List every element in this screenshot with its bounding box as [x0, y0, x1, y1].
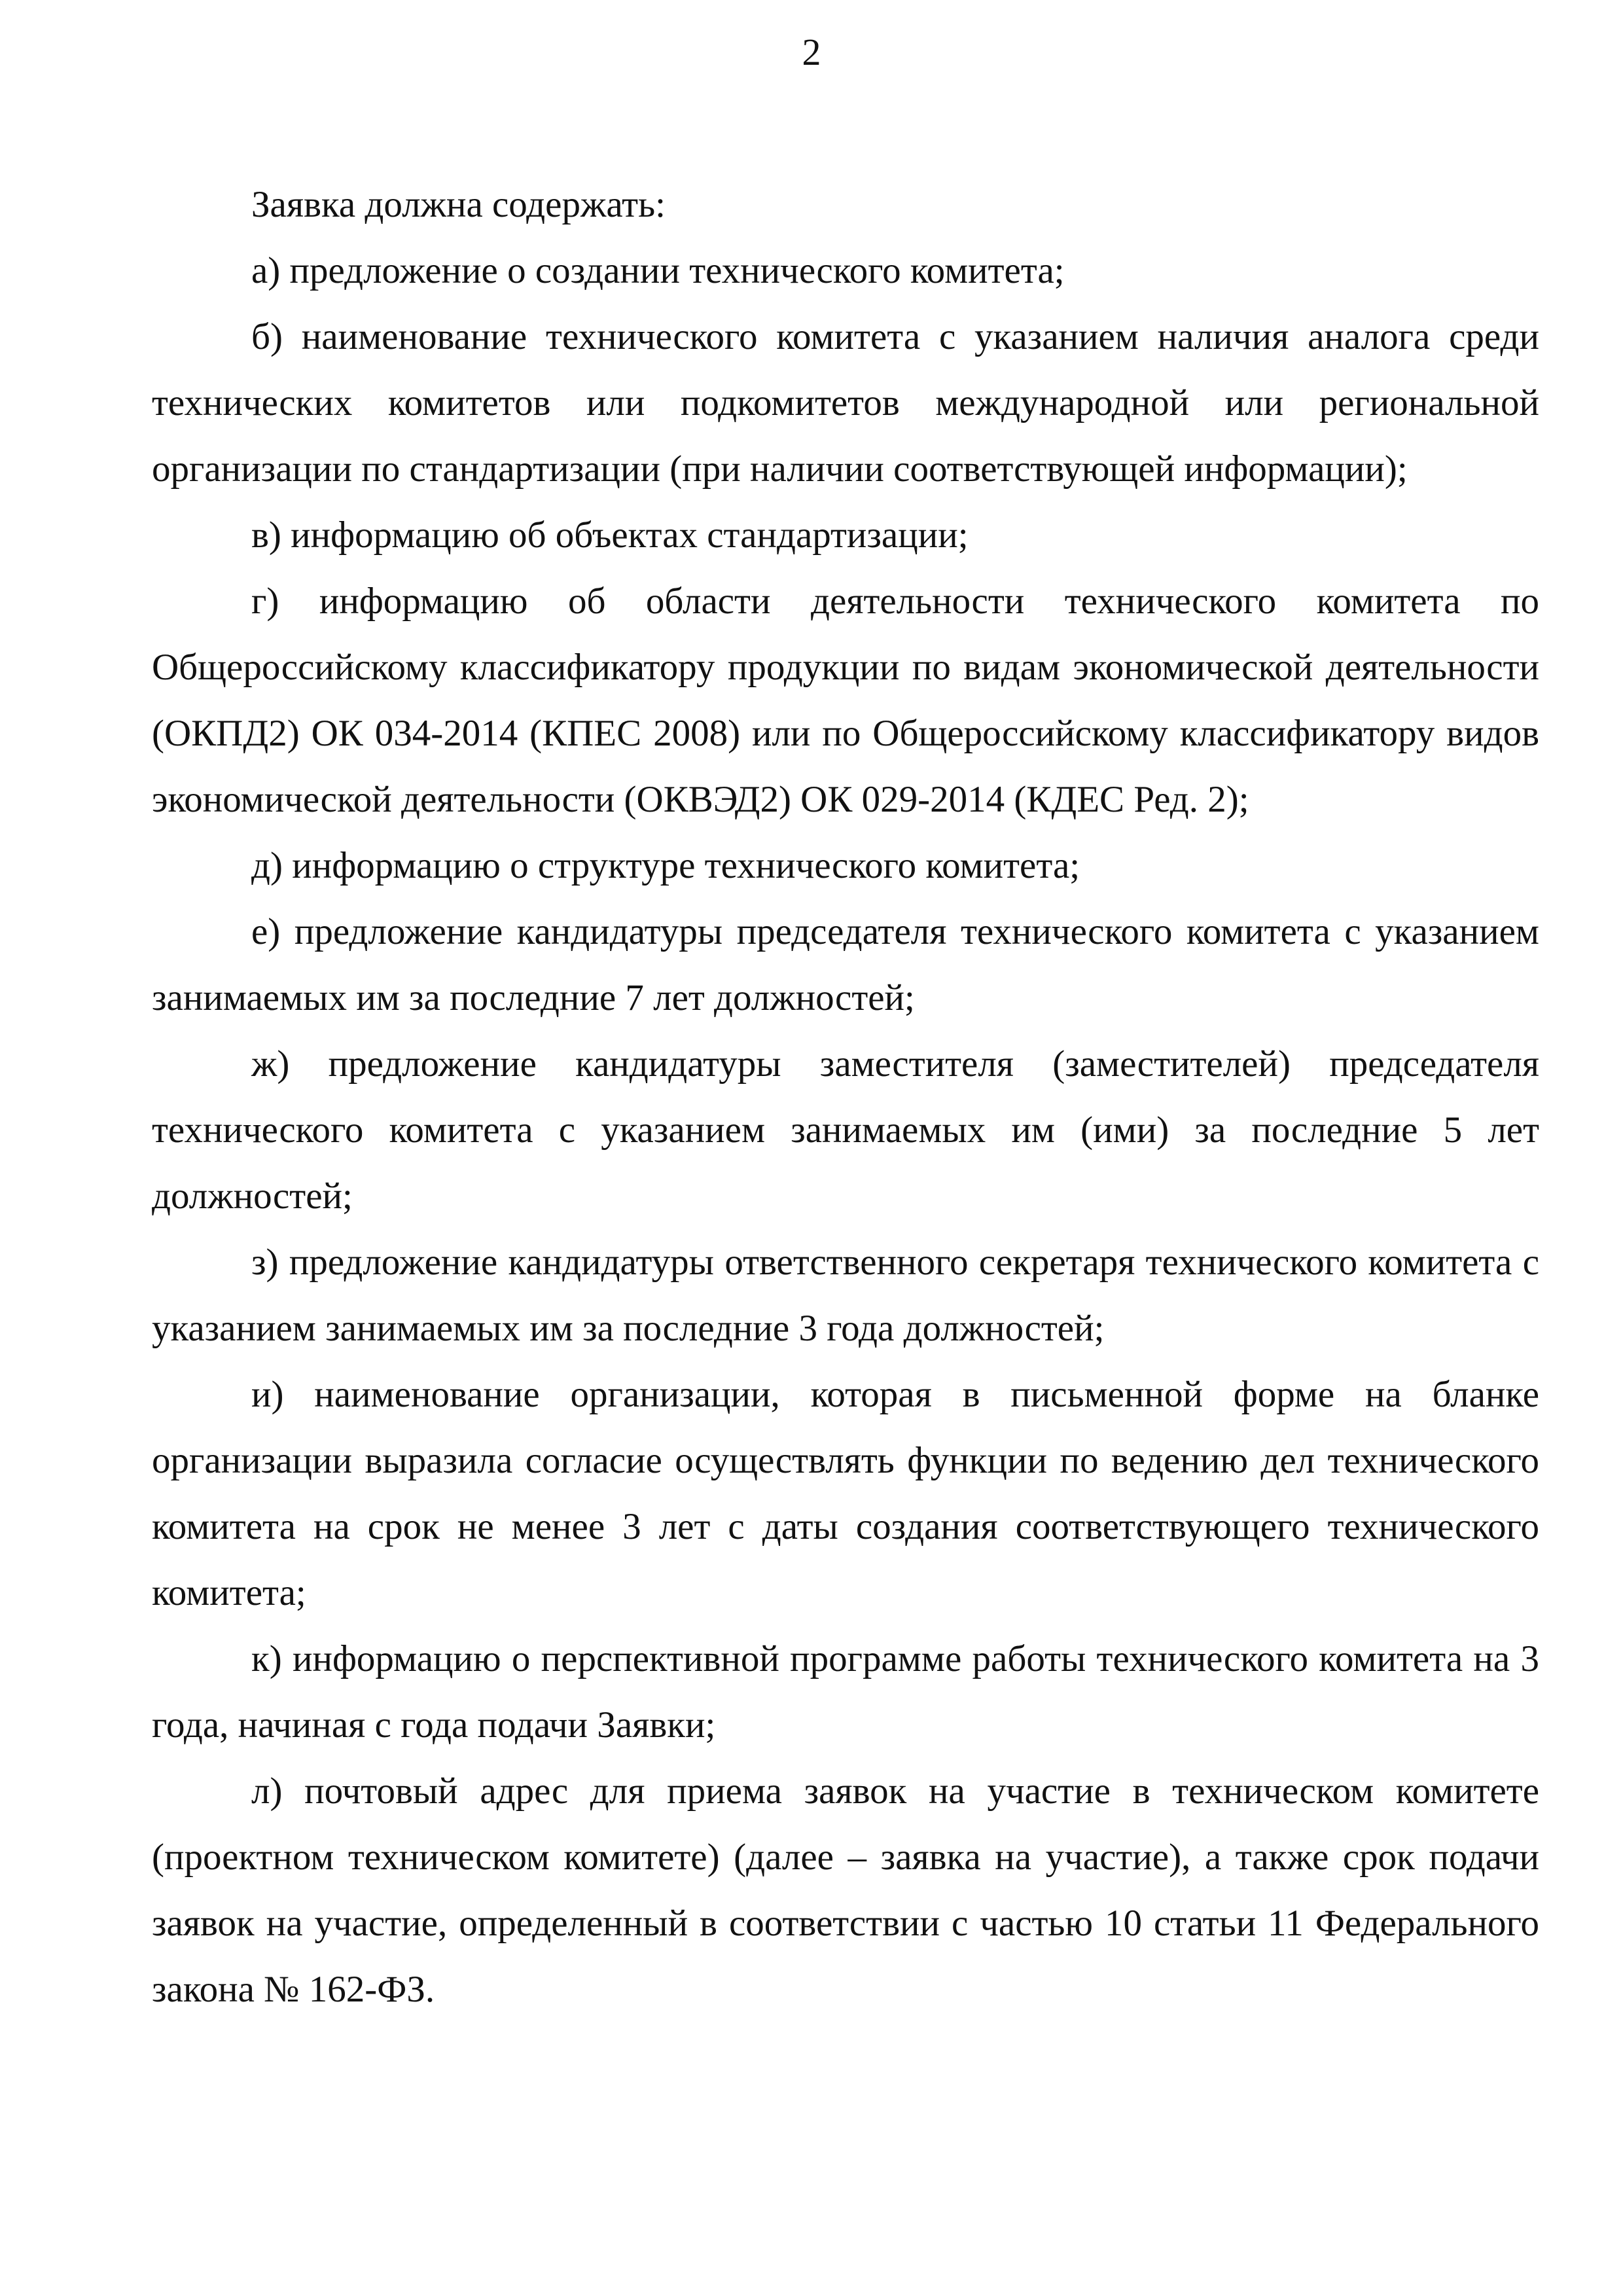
list-item-b: б) наименование технического комитета с указанием наличия аналога среди технических комитетов или подкомитетов международной или региональной организации по стандартизации (при наличии соответствующей информации);: [152, 316, 1539, 490]
list-item-v: в) информацию об объектах стандартизации;: [251, 514, 969, 556]
list-item-z: з) предложение кандидатуры ответственного секретаря технического комитета с указанием занимаемых им за последние 3 года должностей;: [152, 1242, 1539, 1349]
list-item-a: а) предложение о создании технического комитета;: [251, 250, 1065, 291]
list-item-k: к) информацию о перспективной программе работы технического комитета на 3 года, начиная с года подачи Заявки;: [152, 1638, 1539, 1746]
document-body: [152, 171, 1539, 2022]
list-item-zh: ж) предложение кандидатуры заместителя (заместителей) председателя технического комитета с указанием занимаемых им (ими) за последние 5 лет должностей;: [152, 1043, 1539, 1217]
list-item-l: л) почтовый адрес для приема заявок на участие в техническом комитете (проектном техническом комитете) (далее – заявка на участие), а также срок подачи заявок на участие, определенный в соответствии с частью 10 статьи 11 Федерального закона № 162-ФЗ.: [152, 1770, 1539, 2010]
list-item-d: д) информацию о структуре технического комитета;: [251, 845, 1080, 886]
list-item-i: и) наименование организации, которая в письменной форме на бланке организации выразила согласие осуществлять функции по ведению дел технического комитета на срок не менее 3 лет с даты создания соответствующего технического комитета;: [152, 1374, 1539, 1613]
list-item-e: е) предложение кандидатуры председателя технического комитета с указанием занимаемых им за последние 7 лет должностей;: [152, 911, 1539, 1018]
page-number: 2: [802, 31, 821, 73]
intro-paragraph: Заявка должна содержать:: [251, 184, 666, 225]
list-item-g: г) информацию об области деятельности технического комитета по Общероссийскому классификатору продукции по видам экономической деятельности (ОКПД2) ОК 034-2014 (КПЕС 2008) или по Общероссийскому классификатору видов экономической деятельности (ОКВЭД2) ОК 029-2014 (КДЕС Ред. 2);: [152, 581, 1539, 820]
